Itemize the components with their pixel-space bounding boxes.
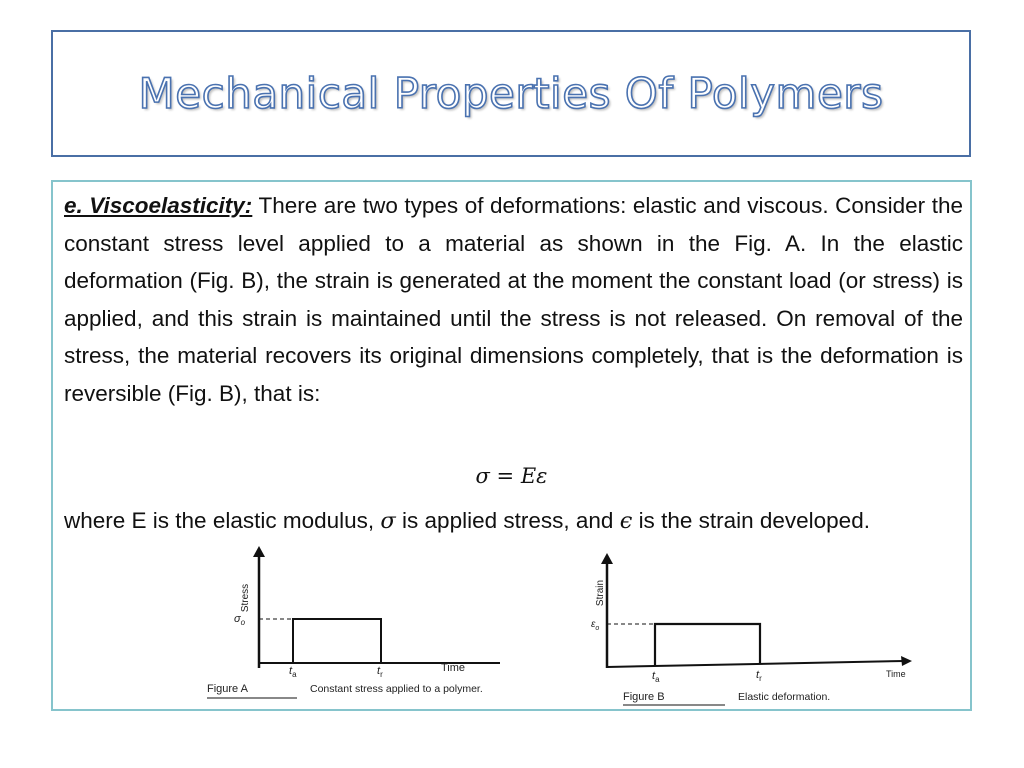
- figure-b-strain-pulse: [655, 624, 760, 666]
- figure-a-y-arrow-icon: [253, 546, 265, 557]
- figure-b-caption-label: Figure B: [623, 691, 665, 703]
- figure-b-ylabel: Strain: [595, 579, 606, 607]
- where-paragraph: [64, 502, 963, 541]
- paragraph-text: There are two types of deformations: elastic and viscous. Consider the constant stress level applied to a material as shown in the Fig. A. In the elastic deformation (Fig. B), the strain is generated at the moment the constant load (or stress) is applied, and this strain is maintained until the stress is not released. On removal of the stress, the material recovers its original dimensions completely, that is the deformation is reversible (Fig. B), that is:: [64, 193, 963, 406]
- figure-a-ta-label: $t_a$: [289, 665, 297, 679]
- section-heading: e. Viscoelasticity:: [64, 193, 253, 218]
- figure-a-caption-text: Constant stress applied to a polymer.: [310, 683, 483, 695]
- figure-a-tr-label: $t_r$: [377, 665, 383, 679]
- figure-b-x-arrow-icon: [901, 656, 912, 666]
- figure-b-ta-label: $t_a$: [652, 670, 660, 684]
- formula: σ = Eε: [475, 464, 548, 488]
- where-text-2: is applied stress, and: [402, 508, 614, 533]
- figure-b-level-label: $\varepsilon_o$: [591, 619, 600, 632]
- figure-b-y-arrow-icon: [601, 553, 613, 564]
- figure-b-x-axis: [607, 661, 904, 667]
- figure-b-xlabel: Time: [886, 669, 906, 679]
- intro-paragraph: [64, 187, 963, 412]
- where-text-1: where E is the elastic modulus,: [64, 508, 375, 533]
- figure-a-ylabel: Stress: [240, 583, 251, 613]
- figure-a-xlabel: Time: [441, 662, 466, 674]
- where-text-3: is the strain developed.: [638, 508, 870, 533]
- page-title: Mechanical Properties Of Polymers: [138, 69, 884, 118]
- title-box: [51, 30, 971, 157]
- figure-b: [590, 548, 920, 708]
- figure-b-tr-label: $t_r$: [756, 669, 762, 683]
- figure-a-level-label: $\sigma_o$: [234, 613, 246, 627]
- sigma-symbol: σ: [380, 508, 396, 534]
- figure-b-caption-text: Elastic deformation.: [738, 691, 831, 703]
- figure-a: [200, 543, 550, 703]
- epsilon-symbol: ϵ: [619, 508, 633, 534]
- figure-a-caption-label: Figure A: [207, 683, 248, 695]
- figure-a-stress-pulse: [293, 619, 381, 663]
